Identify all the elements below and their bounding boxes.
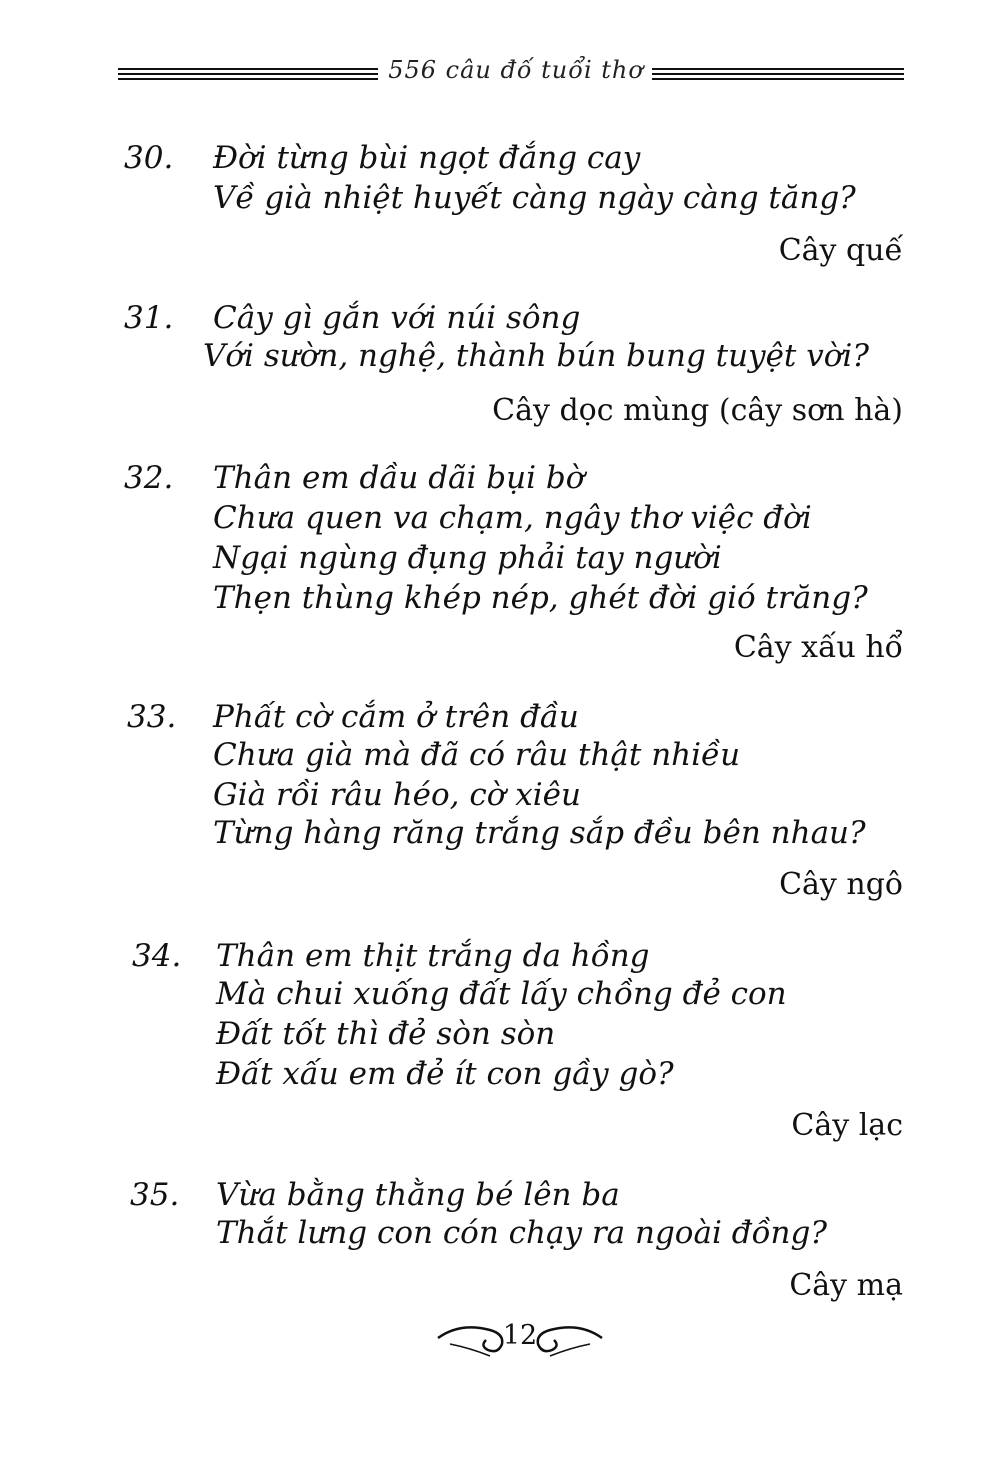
riddle-line: Chưa quen va chạm, ngây thơ việc đời: [213, 500, 812, 536]
riddle-number: 35.: [130, 1177, 180, 1213]
riddle-line: Về già nhiệt huyết càng ngày càng tăng?: [213, 180, 856, 216]
header-title: 556 câu đố tuổi thơ: [388, 56, 644, 84]
riddle-number: 33.: [127, 699, 177, 735]
riddle-line: Mà chui xuống đất lấy chồng đẻ con: [216, 976, 787, 1012]
riddle-number: 32.: [124, 460, 174, 496]
riddle-number: 34.: [132, 938, 182, 974]
riddle-line: Già rồi râu héo, cờ xiêu: [213, 777, 581, 813]
riddle-line: Thân em dầu dãi bụi bờ: [213, 460, 585, 496]
riddle-line: Thắt lưng con cón chạy ra ngoài đồng?: [216, 1215, 827, 1251]
riddle-answer: Cây ngô: [779, 867, 903, 902]
riddle-answer: Cây quế: [778, 233, 903, 268]
riddle-line: Đời từng bùi ngọt đắng cay: [213, 140, 641, 176]
riddle-line: Chưa già mà đã có râu thật nhiều: [213, 737, 741, 773]
riddle-line: Ngại ngùng đụng phải tay người: [213, 540, 722, 576]
riddle-line: Đất xấu em đẻ ít con gầy gò?: [216, 1056, 674, 1092]
riddle-number: 30.: [124, 140, 174, 176]
riddle-line: Thẹn thùng khép nép, ghét đời gió trăng?: [213, 580, 868, 616]
page-footer: [430, 1308, 610, 1368]
running-header: [118, 56, 904, 88]
riddle-line: Đất tốt thì đẻ sòn sòn: [216, 1016, 556, 1052]
riddle-answer: Cây lạc: [791, 1108, 903, 1143]
riddle-answer: Cây xấu hổ: [733, 630, 903, 665]
riddle-line: Vừa bằng thằng bé lên ba: [216, 1177, 620, 1213]
page-number: 12: [502, 1320, 538, 1351]
riddle-line: Thân em thịt trắng da hồng: [216, 938, 650, 974]
riddle-line: Từng hàng răng trắng sắp đều bên nhau?: [213, 815, 866, 851]
riddle-line: Với sườn, nghệ, thành bún bung tuyệt vời?: [203, 338, 869, 374]
riddle-line: Phất cờ cắm ở trên đầu: [213, 699, 579, 735]
riddle-answer: Cây mạ: [789, 1268, 903, 1303]
riddle-line: Cây gì gắn với núi sông: [213, 300, 581, 336]
riddle-answer: Cây dọc mùng (cây sơn hà): [492, 393, 903, 428]
header-rule-left: [118, 68, 378, 82]
header-rule-right: [652, 68, 904, 82]
riddle-number: 31.: [124, 300, 174, 336]
